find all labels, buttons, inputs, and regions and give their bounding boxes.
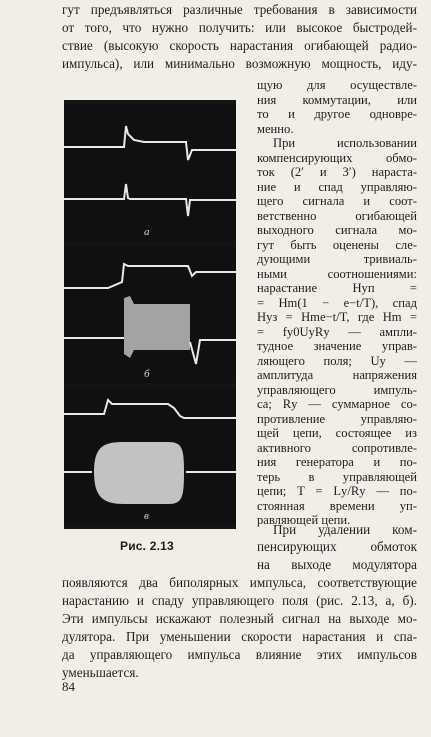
text-line: на выходе модулятора [257, 557, 417, 572]
oscillogram-panel-a [64, 104, 236, 241]
text-line: цепи; T = Lу/Rу — по- [257, 484, 417, 498]
text-line: управляющего импуль- [257, 382, 417, 397]
burst-envelope [124, 296, 190, 358]
text-line: Эти импульсы искажают полезный сигнал на выходе мо- [62, 611, 417, 626]
formula-line: нарастание Hуп = [257, 281, 417, 295]
text-line: от того, что нужно получить: или высокое быстродей- [62, 20, 417, 35]
panel-label-c: в [144, 510, 149, 522]
text-line: ния коммутации, или [257, 92, 417, 107]
text-line: ток (2′ и 3′) нараста- [257, 165, 417, 179]
text-line: то и другое одновре- [257, 107, 417, 121]
text-line: щую для осуществле- [257, 78, 417, 92]
text-line: гут быть оценены сле- [257, 237, 417, 252]
formula-line: Hуз = Hme−t/T, где Hm = [257, 310, 417, 324]
panel-label-a: а [144, 226, 150, 238]
figure-caption: Рис. 2.13 [120, 539, 174, 553]
text-line: ными соотношениями: [257, 266, 417, 281]
text-line: равляющей цепи. [257, 513, 351, 527]
oscillogram-panel-c [64, 388, 236, 525]
text-line: противление управляю- [257, 411, 417, 426]
text-line: При использовании [273, 136, 417, 150]
text-line: уменьшается. [62, 665, 139, 680]
text-line: ветственно огибающей [257, 208, 417, 223]
text-line: ствие (высокую скорость нарастания огибающей радио- [62, 38, 417, 53]
text-line: ние и спад управляю- [257, 179, 417, 194]
text-line: компенсирующих обмо- [257, 150, 417, 165]
text-line: тудное значение управ- [257, 339, 417, 353]
text-line: активного сопротивле- [257, 440, 417, 455]
formula-line: = fу0UуRу — ампли- [257, 324, 417, 339]
text-line: пенсирующих обмоток [257, 539, 417, 554]
panel-label-b: б [144, 368, 150, 380]
text-line: стоянная времени уп- [257, 498, 417, 513]
text-line: дующими тривиаль- [257, 252, 417, 266]
text-line: ляющего поля; Uу — [257, 353, 417, 368]
text-line: са; Rу — суммарное со- [257, 397, 417, 411]
text-line: менно. [257, 121, 294, 136]
text-line: щей цепи, состоящее из [257, 426, 417, 440]
text-line: появляются два биполярных импульса, соответствующие [62, 575, 417, 590]
text-line: выходного сигнала мо- [257, 223, 417, 237]
text-line: амплитуда напряжения [257, 368, 417, 382]
text-line: щего сигнала и соот- [257, 194, 417, 208]
text-line: гут предъявляться различные требования в зависимости [62, 2, 417, 17]
text-line: да управляющего импульса влияние этих импульсов [62, 647, 417, 662]
burst-envelope [94, 442, 184, 504]
page-number: 84 [62, 679, 75, 694]
text-line: дулятора. При уменьшении скорости нарастания и спа- [62, 629, 417, 644]
formula-line: = Hm(1 − e−t/T), спад [257, 295, 417, 310]
text-line: При удалении ком- [273, 522, 417, 537]
text-line: нарастанию и спаду управляющего поля (рис. 2.13, а, б). [62, 593, 417, 608]
text-line: терь в управляющей [257, 469, 417, 484]
oscillogram-panel-b [64, 246, 236, 383]
oscillogram-figure [64, 100, 236, 529]
text-line: ния генератора и по- [257, 455, 417, 469]
text-line: импульса), или минимально возможную мощность, иду- [62, 56, 417, 71]
